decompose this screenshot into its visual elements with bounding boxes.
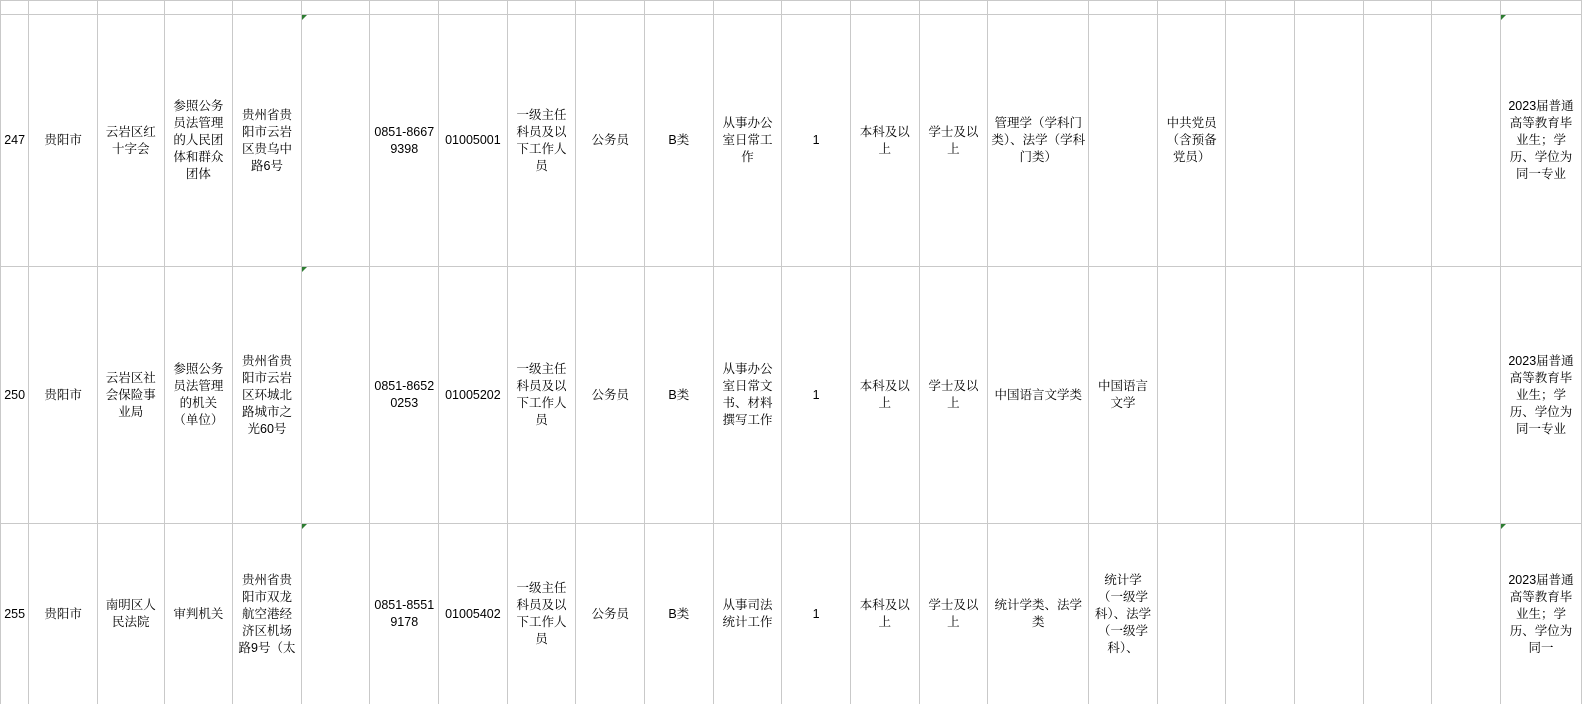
- row-number-partial: [1, 1, 29, 15]
- cell-unit-nature[interactable]: 参照公务员法管理的人民团体和群众团体: [164, 15, 233, 267]
- cell-exam-type[interactable]: B类: [645, 15, 714, 267]
- cell-address-partial[interactable]: [233, 1, 302, 15]
- cell-phone[interactable]: 0851-85519178: [370, 524, 439, 704]
- cell-position-name[interactable]: 一级主任科员及以下工作人员: [507, 267, 576, 524]
- cell-blank1-partial[interactable]: [301, 1, 370, 15]
- cell-headcount[interactable]: 1: [782, 15, 851, 267]
- cell-blank2[interactable]: [1226, 524, 1295, 704]
- cell-unit-nature-partial[interactable]: [164, 1, 233, 15]
- cell-phone[interactable]: 0851-86679398: [370, 15, 439, 267]
- cell-major-undergrad[interactable]: 中国语言文学类: [988, 267, 1089, 524]
- cell-education[interactable]: 本科及以上: [850, 267, 919, 524]
- cell-exam-type-partial[interactable]: [645, 1, 714, 15]
- cell-major-grad[interactable]: 中国语言文学: [1089, 267, 1158, 524]
- table-row-partial: [1, 1, 1582, 15]
- cell-job-duties[interactable]: 从事办公室日常工作: [713, 15, 782, 267]
- cell-other-requirements[interactable]: 2023届普通高等教育毕业生；学历、学位为同一专业: [1501, 267, 1582, 524]
- cell-position-code-partial[interactable]: [439, 1, 508, 15]
- cell-job-duties[interactable]: 从事司法统计工作: [713, 524, 782, 704]
- cell-address[interactable]: 贵州省贵阳市云岩区贵乌中路6号: [233, 15, 302, 267]
- cell-blank5[interactable]: [1432, 15, 1501, 267]
- cell-blank3-partial[interactable]: [1295, 1, 1364, 15]
- cell-major-undergrad[interactable]: 统计学类、法学类: [988, 524, 1089, 704]
- cell-headcount[interactable]: 1: [782, 524, 851, 704]
- cell-position-name[interactable]: 一级主任科员及以下工作人员: [507, 524, 576, 704]
- cell-department[interactable]: 云岩区红十字会: [97, 15, 164, 267]
- cell-degree-partial[interactable]: [919, 1, 988, 15]
- cell-education[interactable]: 本科及以上: [850, 15, 919, 267]
- cell-other-requirements[interactable]: 2023届普通高等教育毕业生；学历、学位为同一: [1501, 524, 1582, 704]
- cell-major-undergrad-partial[interactable]: [988, 1, 1089, 15]
- cell-major-grad[interactable]: [1089, 15, 1158, 267]
- cell-education[interactable]: 本科及以上: [850, 524, 919, 704]
- cell-exam-type[interactable]: B类: [645, 267, 714, 524]
- cell-political-status[interactable]: [1157, 267, 1226, 524]
- cell-major-undergrad[interactable]: 管理学（学科门类）、法学（学科门类）: [988, 15, 1089, 267]
- cell-unit-nature[interactable]: 参照公务员法管理的机关（单位）: [164, 267, 233, 524]
- cell-personnel-type[interactable]: 公务员: [576, 267, 645, 524]
- cell-education-partial[interactable]: [850, 1, 919, 15]
- cell-blank5-partial[interactable]: [1432, 1, 1501, 15]
- cell-position-code[interactable]: 01005202: [439, 267, 508, 524]
- cell-political-status-partial[interactable]: [1157, 1, 1226, 15]
- cell-job-duties[interactable]: 从事办公室日常文书、材料撰写工作: [713, 267, 782, 524]
- cell-blank4[interactable]: [1363, 15, 1432, 267]
- cell-address[interactable]: 贵州省贵阳市云岩区环城北路城市之光60号: [233, 267, 302, 524]
- cell-political-status[interactable]: 中共党员（含预备党员）: [1157, 15, 1226, 267]
- table-row: [1, 267, 1582, 524]
- cell-unit-nature[interactable]: 审判机关: [164, 524, 233, 704]
- cell-job-duties-partial[interactable]: [713, 1, 782, 15]
- row-number[interactable]: 247: [1, 15, 29, 267]
- cell-department[interactable]: 云岩区社会保险事业局: [97, 267, 164, 524]
- cell-position-code[interactable]: 01005402: [439, 524, 508, 704]
- cell-degree[interactable]: 学士及以上: [919, 15, 988, 267]
- cell-phone-partial[interactable]: [370, 1, 439, 15]
- cell-position-name-partial[interactable]: [507, 1, 576, 15]
- table-row: [1, 15, 1582, 267]
- cell-blank2[interactable]: [1226, 15, 1295, 267]
- cell-major-grad[interactable]: 统计学（一级学科）、法学（一级学科）、: [1089, 524, 1158, 704]
- cell-personnel-type[interactable]: 公务员: [576, 15, 645, 267]
- cell-blank1[interactable]: [301, 15, 370, 267]
- cell-blank4[interactable]: [1363, 524, 1432, 704]
- cell-degree[interactable]: 学士及以上: [919, 267, 988, 524]
- cell-city[interactable]: 贵阳市: [29, 267, 98, 524]
- cell-blank3[interactable]: [1295, 15, 1364, 267]
- cell-blank1[interactable]: [301, 524, 370, 704]
- cell-blank5[interactable]: [1432, 267, 1501, 524]
- cell-address[interactable]: 贵州省贵阳市双龙航空港经济区机场路9号（太: [233, 524, 302, 704]
- cell-degree[interactable]: 学士及以上: [919, 524, 988, 704]
- cell-department[interactable]: 南明区人民法院: [97, 524, 164, 704]
- cell-blank4[interactable]: [1363, 267, 1432, 524]
- cell-phone[interactable]: 0851-86520253: [370, 267, 439, 524]
- row-number[interactable]: 255: [1, 524, 29, 704]
- cell-city[interactable]: 贵阳市: [29, 15, 98, 267]
- cell-blank2[interactable]: [1226, 267, 1295, 524]
- table-row: [1, 524, 1582, 704]
- cell-blank2-partial[interactable]: [1226, 1, 1295, 15]
- cell-personnel-type[interactable]: 公务员: [576, 524, 645, 704]
- cell-blank1[interactable]: [301, 267, 370, 524]
- cell-major-grad-partial[interactable]: [1089, 1, 1158, 15]
- cell-political-status[interactable]: [1157, 524, 1226, 704]
- cell-blank3[interactable]: [1295, 267, 1364, 524]
- cell-department-partial[interactable]: [97, 1, 164, 15]
- cell-blank3[interactable]: [1295, 524, 1364, 704]
- cell-headcount[interactable]: 1: [782, 267, 851, 524]
- cell-blank4-partial[interactable]: [1363, 1, 1432, 15]
- cell-city-partial[interactable]: [29, 1, 98, 15]
- cell-headcount-partial[interactable]: [782, 1, 851, 15]
- row-number[interactable]: 250: [1, 267, 29, 524]
- cell-position-name[interactable]: 一级主任科员及以下工作人员: [507, 15, 576, 267]
- cell-blank5[interactable]: [1432, 524, 1501, 704]
- cell-other-requirements-partial[interactable]: [1501, 1, 1582, 15]
- cell-other-requirements[interactable]: 2023届普通高等教育毕业生；学历、学位为同一专业: [1501, 15, 1582, 267]
- cell-exam-type[interactable]: B类: [645, 524, 714, 704]
- cell-position-code[interactable]: 01005001: [439, 15, 508, 267]
- cell-personnel-type-partial[interactable]: [576, 1, 645, 15]
- cell-city[interactable]: 贵阳市: [29, 524, 98, 704]
